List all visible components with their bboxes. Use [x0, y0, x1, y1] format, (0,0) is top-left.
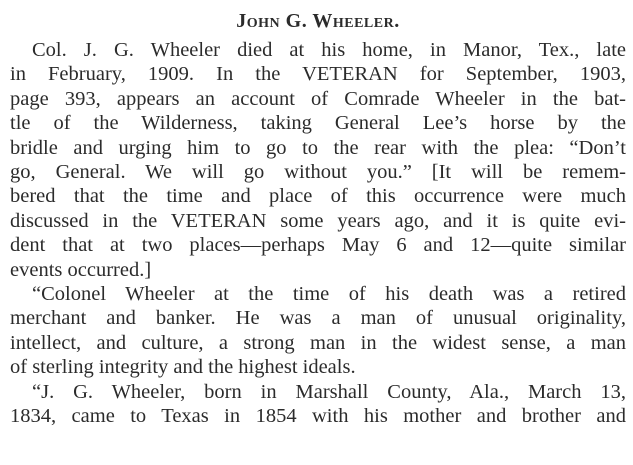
text-line: bered that the time and place of this occurrence were much [10, 185, 626, 208]
text-line: go, General. We will go without you.” [It will be remem- [10, 161, 626, 184]
text-line: in February, 1909. In the VETERAN for September, 1903, [10, 63, 626, 86]
article-title: John G. Wheeler. [236, 10, 400, 32]
text-line: “Colonel Wheeler at the time of his death was a retired [32, 283, 626, 306]
text-line: bridle and urging him to go to the rear with the plea: “Don’t [10, 136, 626, 159]
text-line: events occurred.] [10, 258, 152, 281]
text-line: Col. J. G. Wheeler died at his home, in Manor, Tex., late [32, 39, 626, 61]
text-line: “J. G. Wheeler, born in Marshall County, Ala., March 13, [32, 380, 626, 403]
article-body [10, 38, 626, 429]
text-line: discussed in the VETERAN some years ago, and it is quite evi- [10, 209, 626, 232]
text-line: tle of the Wilderness, taking General Lee’s horse by the [10, 112, 626, 135]
text-line: page 393, appears an account of Comrade Wheeler in the bat- [10, 87, 626, 110]
text-line: 1834, came to Texas in 1854 with his mother and brother and [10, 405, 626, 428]
text-line: dent that at two places—perhaps May 6 and 12—quite similar [10, 234, 626, 257]
text-line: merchant and banker. He was a man of unusual originality, [10, 307, 626, 330]
document-page [10, 4, 626, 429]
text-line: of sterling integrity and the highest ideals. [10, 356, 356, 379]
text-line: intellect, and culture, a strong man in the widest sense, a man [10, 331, 626, 354]
